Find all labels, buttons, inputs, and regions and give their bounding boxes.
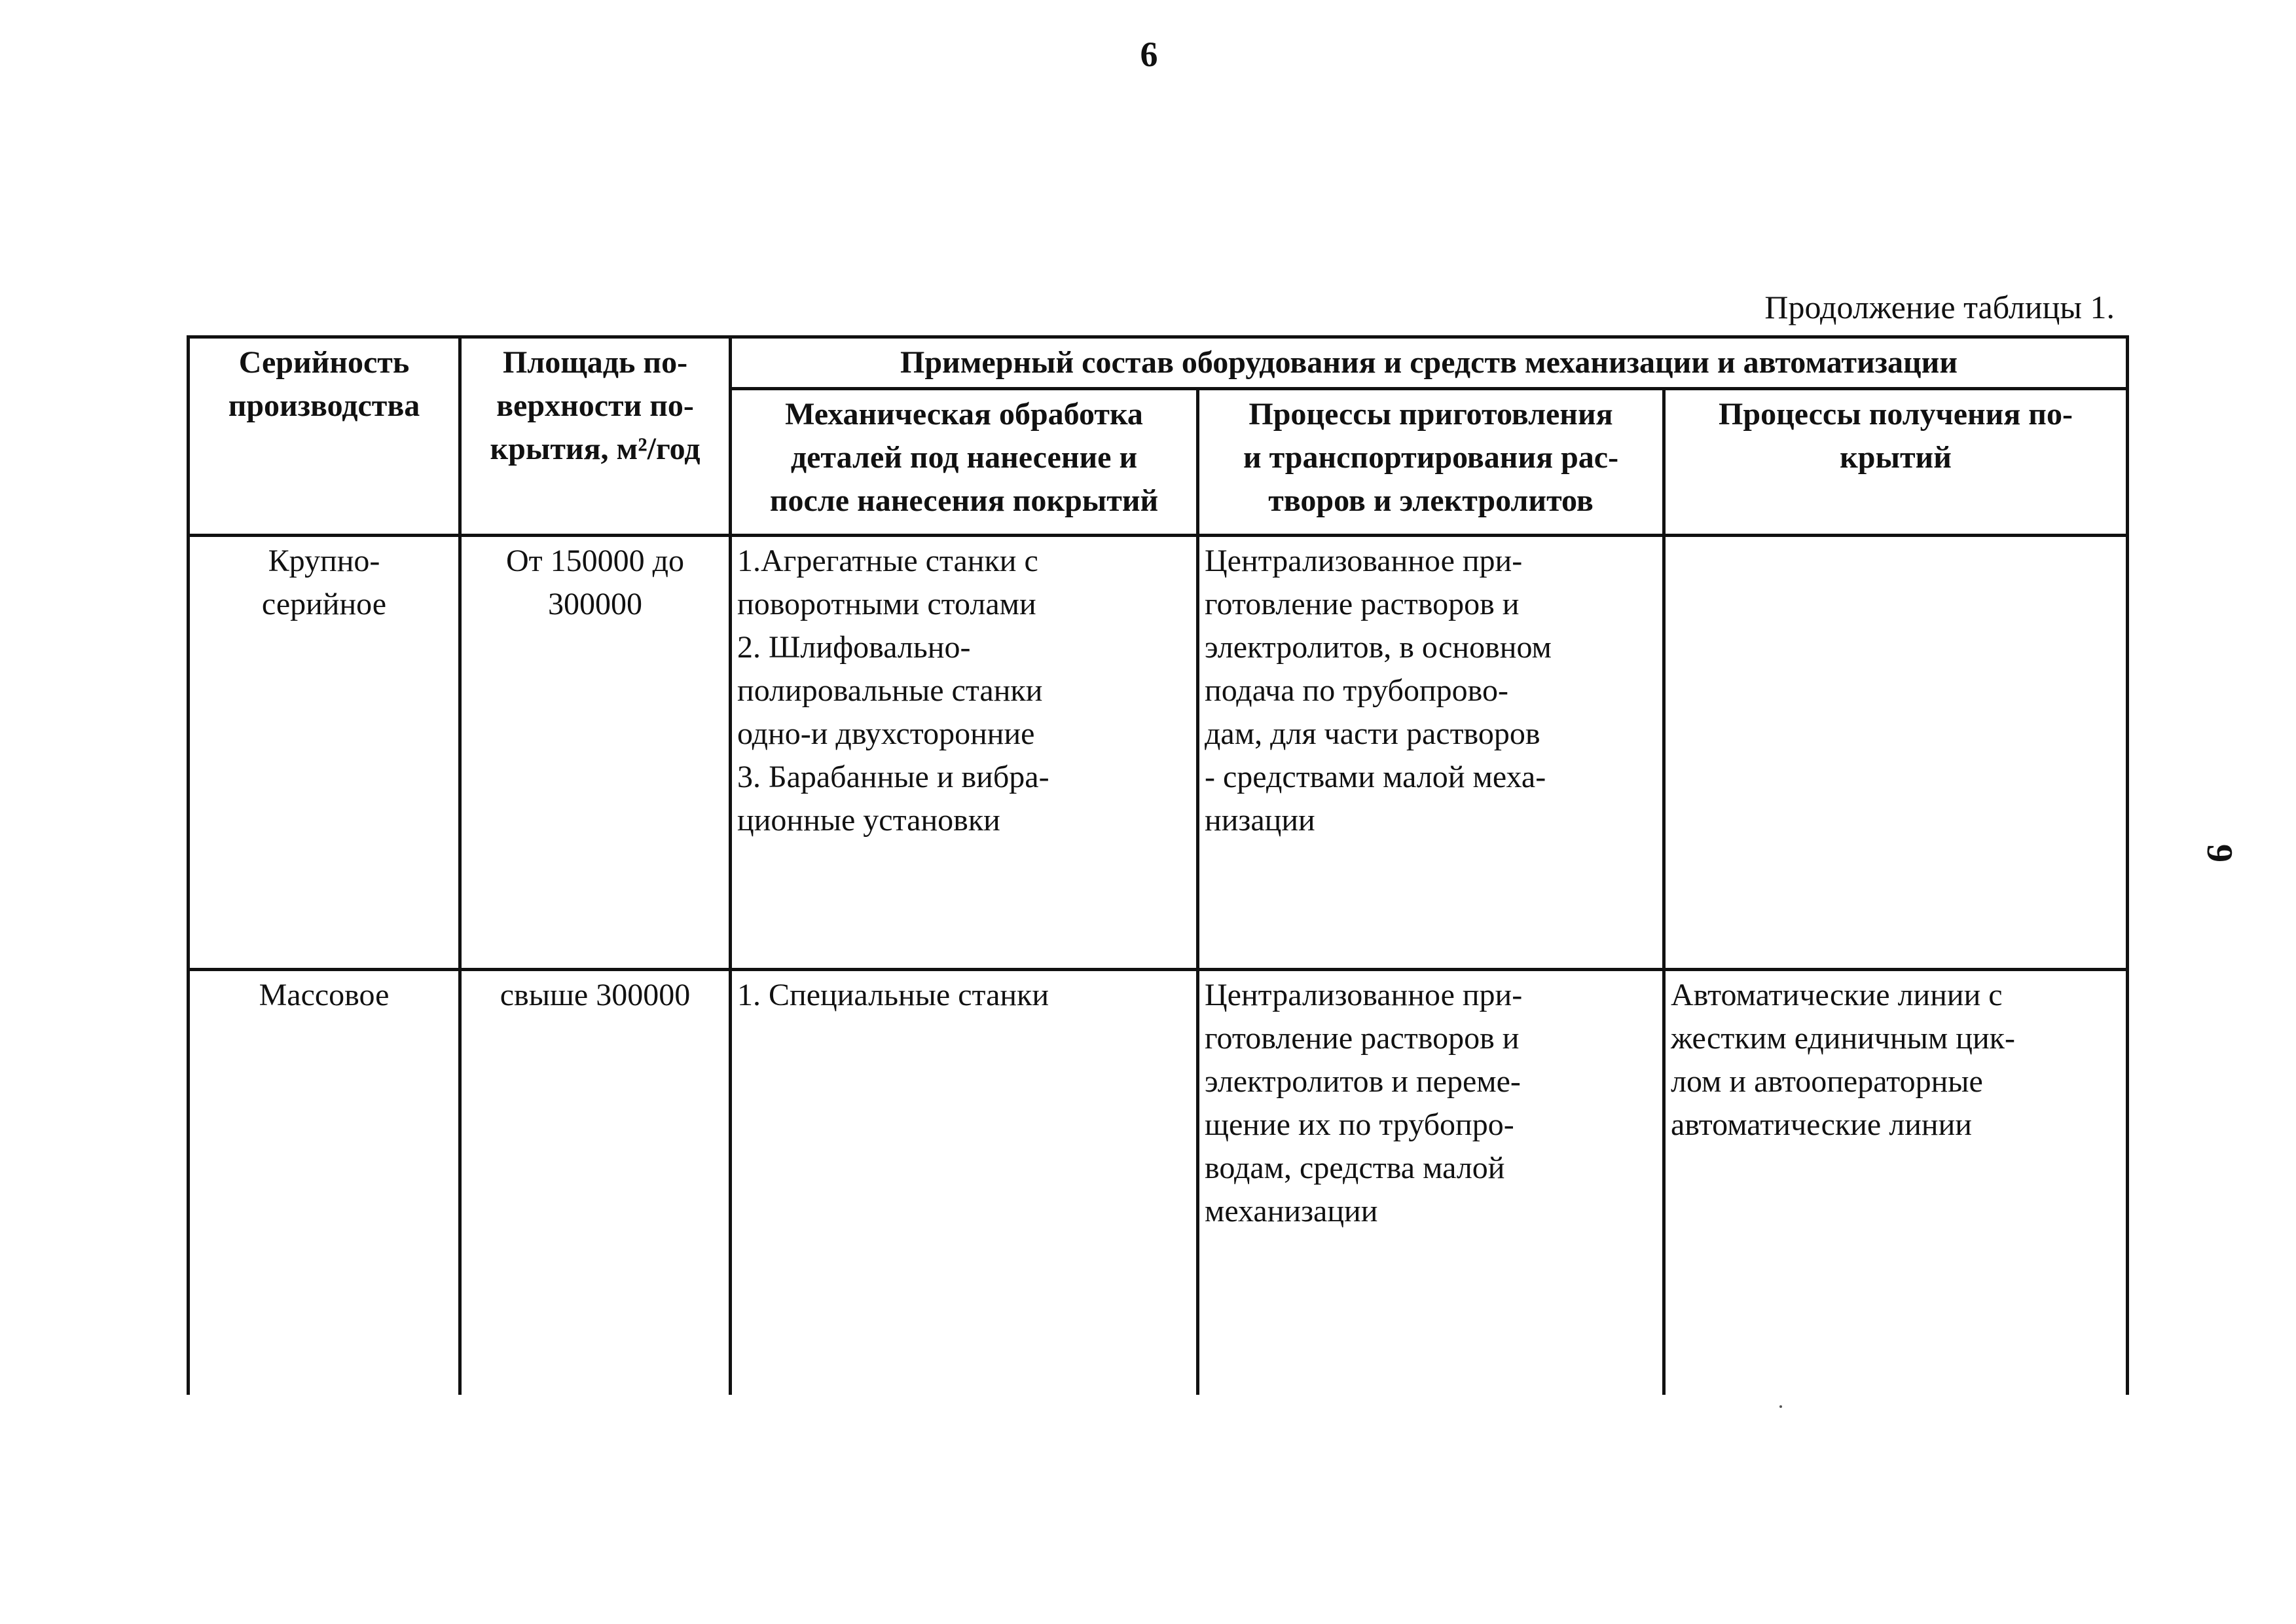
header-solutions (1198, 389, 1664, 536)
cell-text-line: 1.Агрегатные станки с (737, 544, 1038, 578)
cell-text-line: электролитов, в основном (1205, 630, 1552, 665)
page-number: 6 (1140, 35, 1158, 74)
cell-text-line: 2. Шлифовально- (737, 630, 971, 665)
cell-text-line: творов и электролитов (1268, 483, 1594, 518)
cell-solutions (1198, 970, 1664, 1395)
header-row-group (189, 337, 2128, 389)
cell-serial (189, 536, 460, 970)
cell-text-line: Процессы получения по- (1719, 397, 2073, 432)
header-equipment-group: Примерный состав оборудования и средств механизации и автоматизации (731, 337, 2128, 389)
cell-text-line: Механическая обработка (785, 397, 1143, 432)
cell-text-line: подача по трубопрово- (1205, 673, 1508, 708)
equipment-table (187, 335, 2129, 1395)
cell-text-line: свыше 300000 (500, 978, 691, 1012)
cell-text-line: Процессы приготовления (1248, 397, 1613, 432)
cell-text-line: одно-и двухсторонние (737, 716, 1035, 751)
cell-text-line: деталей под нанесение и (790, 440, 1138, 475)
cell-text-line: щение их по трубопро- (1205, 1107, 1514, 1142)
cell-text-line: жестким единичным цик- (1671, 1021, 2015, 1056)
header-mechanical (731, 389, 1198, 536)
cell-coating (1664, 970, 2128, 1395)
cell-text-line: Централизованное при- (1205, 978, 1523, 1012)
cell-text-line: Централизованное при- (1205, 544, 1523, 578)
side-page-number: 9 (2199, 844, 2240, 862)
cell-text-line: поворотными столами (737, 587, 1036, 621)
cell-text-line: Площадь по- (502, 345, 688, 380)
cell-coating (1664, 536, 2128, 970)
cell-text-line: Массовое (259, 978, 390, 1012)
cell-text-line: и транспортирования рас- (1243, 440, 1619, 475)
cell-solutions (1198, 536, 1664, 970)
cell-text-line: дам, для части растворов (1205, 716, 1540, 751)
header-coating (1664, 389, 2128, 536)
cell-text-line: производства (228, 388, 420, 423)
cell-text-line: Крупно- (268, 544, 380, 578)
cell-text-line: автоматические линии (1671, 1107, 1972, 1142)
cell-text-line: электролитов и переме- (1205, 1064, 1521, 1099)
cell-text-line: готовление растворов и (1205, 587, 1520, 621)
cell-text-line: серийное (261, 587, 387, 621)
cell-text-line: 3. Барабанные и вибра- (737, 760, 1049, 794)
cell-text-line: Серийность (238, 345, 410, 380)
cell-text-line: лом и автооператорные (1671, 1064, 1983, 1099)
cell-text-line: механизации (1205, 1194, 1378, 1228)
cell-area (460, 970, 731, 1395)
cell-mechanical (731, 536, 1198, 970)
cell-text-line: низации (1205, 803, 1315, 838)
cell-text-line: водам, средства малой (1205, 1151, 1505, 1185)
scan-speck (1779, 1405, 1782, 1408)
cell-text-line: 1. Специальные станки (737, 978, 1049, 1012)
cell-mechanical (731, 970, 1198, 1395)
cell-text-line: верхности по- (496, 388, 694, 423)
cell-text-line: 300000 (548, 587, 642, 621)
cell-text-line: крытий (1840, 440, 1952, 475)
cell-text-line: Автоматические линии с (1671, 978, 2003, 1012)
header-serial (189, 337, 460, 536)
cell-text-line: - средствами малой меха- (1205, 760, 1546, 794)
cell-serial (189, 970, 460, 1395)
cell-text-line: полировальные станки (737, 673, 1043, 708)
header-area (460, 337, 731, 536)
cell-text-line: От 150000 до (505, 544, 685, 578)
cell-text-line: ционные установки (737, 803, 1000, 838)
cell-area (460, 536, 731, 970)
table-row-mass (189, 970, 2128, 1395)
table-continuation-caption: Продолжение таблицы 1. (1764, 289, 2115, 325)
cell-text-line: крытия, м²/год (490, 432, 701, 466)
table-row-large-serial (189, 536, 2128, 970)
cell-text-line: после нанесения покрытий (769, 483, 1159, 518)
cell-text-line: готовление растворов и (1205, 1021, 1520, 1056)
